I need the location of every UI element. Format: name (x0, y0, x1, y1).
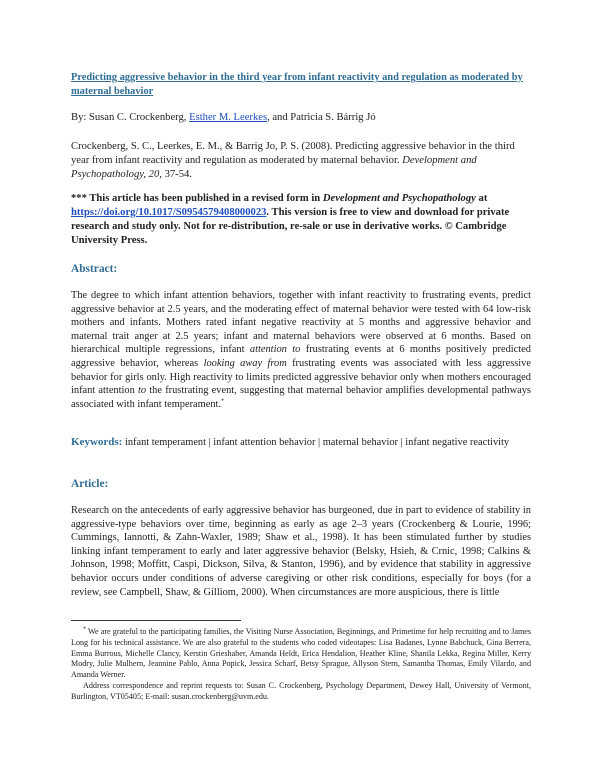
footnote-address: Address correspondence and reprint requests to: Susan C. Crockenberg, Psychology Department, Dewey Hall, University of Vermont, Burlington, VT05405; E-mail: susan.crockenberg@uvm.edu. (71, 680, 531, 701)
article-title[interactable]: Predicting aggressive behavior in the third year from infant reactivity and regulation as moderated by maternal behavior (71, 72, 523, 97)
abstract-footnote-mark[interactable]: * (221, 398, 225, 405)
abstract-heading: Abstract: (71, 263, 118, 275)
footnote-acknowledgement (71, 627, 531, 681)
footnote-text: We are grateful to the participating families, the Visiting Nurse Association, Beginnings, and Primetime for help recruiting and to James Long for his technical assistance. We are also grateful to the students who coded videotapes: Lisa Badanes, Lynne Babchuck, Gina Berrera, Emma Burrous, Michelle Clancy, Kerstin Grieshaber, Amanda Heldt, Erica Hendalion, Heather Kline, Shanila Lekka, Regina Miller, Kerry Modry, Julie Mulhern, Jeannine Pablo, Anna Popick, Jessica Scharf, Betsy Sprague, Allyson Stern, Samantha Thomas, Emily Vilardo, and Amanda Werner. (71, 627, 531, 680)
footnote (71, 627, 531, 703)
citation-pages: 37-54. (164, 169, 192, 180)
abstract-em1: attention to (249, 344, 301, 356)
notice-journal: Development and Psychopathology (322, 193, 476, 204)
abstract-text (71, 289, 531, 411)
abstract-p1: The degree to which infant attention behaviors, together with infant reactivity to frustrating events, predict aggressive behavior at 2.5 years, and the moderating effect of maternal behavior were tested with 64 low-risk mothers and infants. Mothers rated infant negative reactivity at 5 months and aggressive behavior and maternal trait anger at 2.5 years; infant and maternal behaviors were observed at 6 months. Based on hierarchical multiple regressions, infant (71, 290, 531, 356)
footnote-mark: * (83, 626, 86, 633)
article-heading: Article: (71, 478, 109, 490)
abstract-p3: frustrating events was associated with less aggressive behavior for girls only. High reactivity to limits predicted aggressive behavior only when mothers encouraged infant attention (71, 357, 531, 397)
notice-part2: . This version is free to view and download for private research and study only. Not for re-distribution, re-sale or use in derivative works. © Cambridge University Press. (71, 207, 510, 246)
article-body: Research on the antecedents of early aggressive behavior has burgeoned, due in part to evidence of stability in aggressive-type behaviors over time, beginning as early as age 2–3 years (Crockenberg & Lourie, 1996; Cummings, Iannotti, & Zahn-Waxler, 1989; Shaw et al., 1998). It has been stimulated further by studies linking infant temperament to early and later aggressive behavior (Belsky, Hsieh, & Crnic, 1998; Calkins & Johnson, 1998; Moffitt, Caspi, Dickson, Silva, & Stanton, 1996), and by evidence that stability in aggressive behavior occurs under conditions of adverse caregiving or other risk conditions, especially for boys (for a review, see Campbell, Shaw, & Gilliom, 2000). When circumstances are more auspicious, there is little (71, 505, 531, 598)
keywords (71, 436, 531, 450)
byline-suffix: , and Patricia S. Bárrig Jó (267, 112, 376, 123)
citation-journal: Development and Psychopathology, 20, (71, 155, 477, 180)
abstract-em3: to (138, 385, 147, 397)
author-link-leerkes[interactable]: Esther M. Leerkes (189, 112, 268, 123)
abstract-p2: frustrating events at 6 months positively predicted aggressive behavior, whereas (71, 344, 531, 369)
byline (71, 111, 531, 125)
abstract-em2: looking away from (203, 357, 287, 369)
doi-link[interactable]: https://doi.org/10.1017/S0954579408000023 (71, 207, 267, 218)
footnote-divider (71, 620, 241, 621)
keywords-text: infant temperament | infant attention behavior | maternal behavior | infant negative reactivity (124, 437, 510, 448)
notice-at: at (478, 193, 488, 204)
byline-prefix: By: Susan C. Crockenberg, (71, 112, 187, 123)
citation (71, 140, 531, 182)
abstract-p4: the frustrating event, suggesting that maternal behavior amplifies developmental pathways associated with infant temperament. (71, 385, 531, 410)
notice-part1: *** This article has been published in a revised form in (71, 193, 321, 204)
keywords-label: Keywords: (71, 436, 123, 448)
citation-main: Crockenberg, S. C., Leerkes, E. M., & Barrig Jo, P. S. (2008). Predicting aggressive behavior in the third year from infant reactivity and regulation as moderated by maternal behavior. (71, 141, 515, 166)
publication-notice (71, 192, 531, 248)
